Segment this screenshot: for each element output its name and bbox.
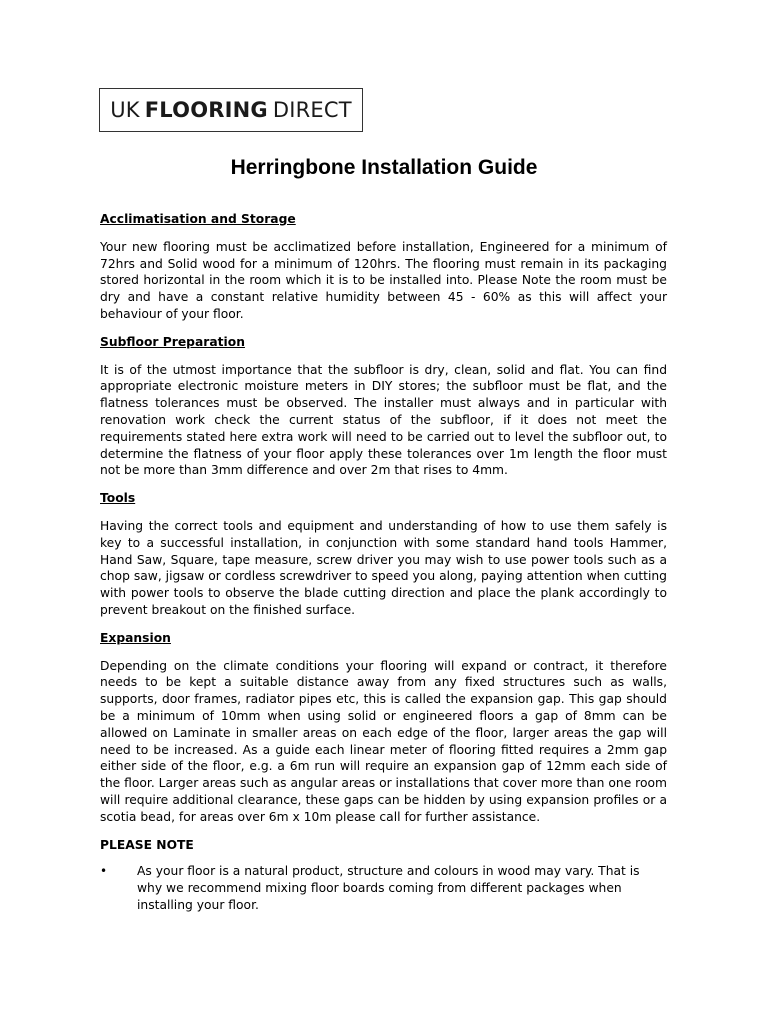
bullet-icon: •	[100, 864, 108, 879]
logo-text-flooring: FLOORING	[144, 98, 268, 122]
section-heading-acclimatisation: Acclimatisation and Storage	[100, 212, 296, 226]
section-acclimatisation	[100, 211, 667, 323]
section-heading-expansion: Expansion	[100, 630, 171, 645]
section-subfloor	[100, 334, 667, 479]
section-heading-subfloor: Subfloor Preparation	[100, 334, 245, 349]
section-heading-tools: Tools	[100, 491, 136, 506]
please-note-heading: PLEASE NOTE	[100, 837, 194, 852]
document-body	[100, 211, 667, 925]
section-body-subfloor: It is of the utmost importance that the subfloor is dry, clean, solid and flat. You can find appropriate electronic moisture meters in DIY stores; the subfloor must be flat, and the flatness tolerances must be observed. The installer must always and in particular with renovation work check the current status of the subfloor, if it does not meet the requirements stated here extra work will need to be carried out to level the subfloor out, to determine the flatness of your floor apply these tolerances over 1m length the floor must not be more than 3mm difference and over 2m that rises to 4mm.	[100, 362, 667, 478]
list-item	[100, 863, 667, 913]
section-body-tools: Having the correct tools and equipment and understanding of how to use them safely is key to a successful installation, in conjunction with some standard hand tools Hammer, Hand Saw, Square, tape measure, screw driver you may wish to use power tools such as a chop saw, jigsaw or cordless screwdriver to speed you along, paying attention when cutting with power tools to observe the blade cutting direction and place the plank accordingly to prevent breakout on the finished surface.	[100, 518, 667, 617]
page-title: Herringbone Installation Guide	[230, 156, 538, 179]
section-please-note	[100, 837, 667, 914]
section-body-acclimatisation: Your new flooring must be acclimatized before installation, Engineered for a minimum of 72hrs and Solid wood for a minimum of 120hrs. The flooring must remain in its packaging stored horizontal in the room which it is to be installed into. Please Note the room must be dry and have a constant relative humidity between 45 - 60% as this will affect your behaviour of your floor.	[100, 239, 667, 321]
section-expansion	[100, 630, 667, 826]
section-tools	[100, 490, 667, 619]
section-body-expansion: Depending on the climate conditions your flooring will expand or contract, it therefore needs to be kept a suitable distance away from any fixed structures such as walls, supports, door frames, radiator pipes etc, this is called the expansion gap. This gap should be a minimum of 10mm when using solid or engineered floors a gap of 8mm can be allowed on Laminate in smaller areas on each edge of the floor, larger areas the gap will need to be increased. As a guide each linear meter of flooring fitted requires a 2mm gap either side of the floor, e.g. a 6m run will require an expansion gap of 12mm each side of the floor. Larger areas such as angular areas or installations that cover more than one room will require additional clearance, these gaps can be hidden by using expansion profiles or a scotia bead, for areas over 6m x 10m please call for further assistance.	[100, 658, 667, 824]
logo-text-uk: UK	[110, 98, 140, 122]
list-item-text: As your floor is a natural product, structure and colours in wood may vary. That is why we recommend mixing floor boards coming from different packages when installing your floor.	[137, 864, 640, 912]
logo-text-direct: DIRECT	[272, 98, 352, 122]
company-logo	[99, 88, 363, 132]
